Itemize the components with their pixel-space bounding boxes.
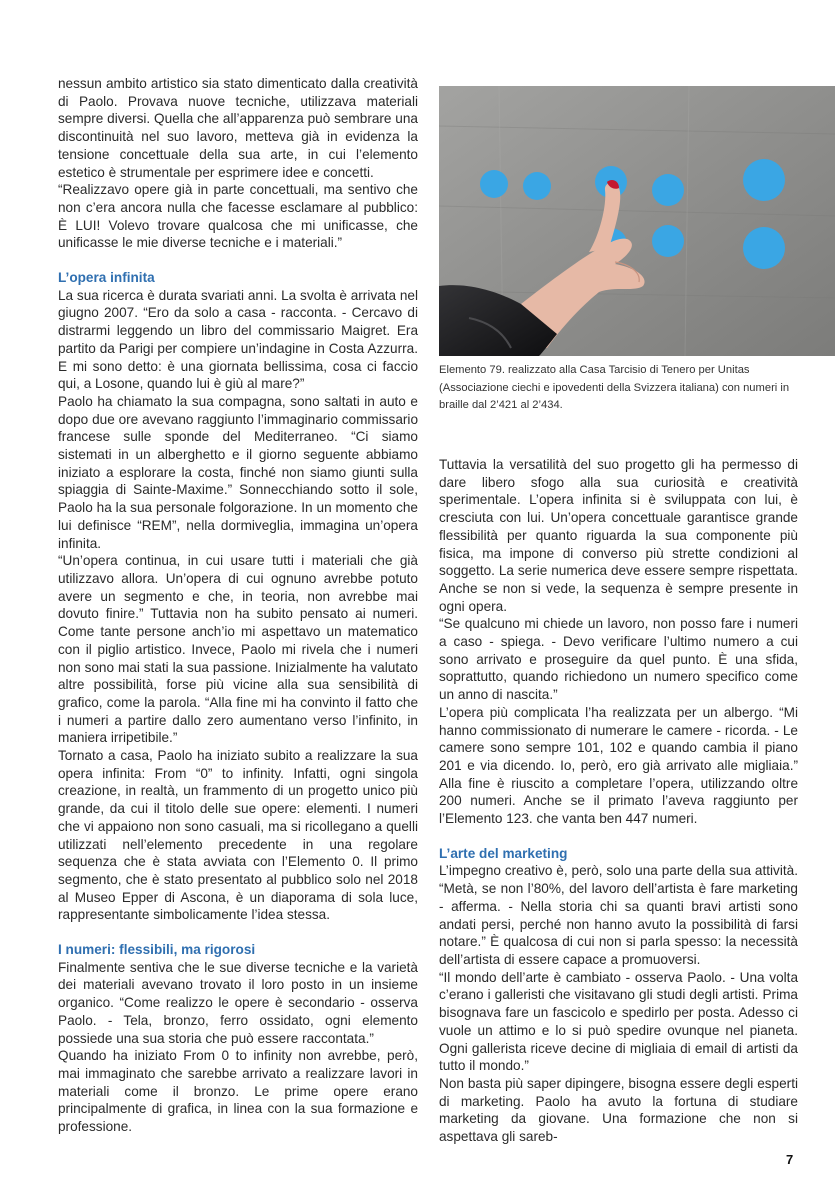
paragraph-tornato-a-casa: Tornato a casa, Paolo ha iniziato subito a realizzare la sua opera infinita: From “0” to infinity. Infatti, ogni singola creazione, in realtà, un frammento di un progetto unico più grande, da cui il titolo delle sue opere: elementi. I numeri che vi appaiono non sono casuali, ma si ricollegano a quelli utilizzati nell’elemento precedente in una regolare sequenza che è stata avviata con l’Elemento 0. Il primo segmento, che è stato presentato al pubblico solo nel 2018 al Museo Epper di Ascona, è un diaporama di sola luce, rappresentante simbolicamente l’idea stessa. xyxy=(58,748,418,923)
paragraph-mondo-arte: “Il mondo dell’arte è cambiato - osserva Paolo. - Una volta c’erano i galleristi che visitavano gli studi degli artisti. Prima bisognava fare un fascicolo e spedirlo per posta. Adesso ci vuole un attimo e lo si può spedire ovunque nel pianeta. Ogni gallerista riceve decine di migliaia di email di artisti da tutto il mondo.” xyxy=(439,969,798,1074)
paragraph-versatilita: Tuttavia la versatilità del suo progetto gli ha permesso di dare libero sfogo alla sua curiosità e creatività sperimentale. L’opera infinita si è sviluppata con lui, è cresciuta con lui. Un’opera concettuale garantisce grande flessibilità per quanto riguarda la sua componente più fisica, ma impone di converso più strette condizioni al soggetto. La serie numerica deve essere sempre rispettata. Anche se non si vede, la sequenza è sempre presente in ogni opera. xyxy=(439,457,798,614)
paragraph-albergo: L’opera più complicata l’ha realizzata per un albergo. “Mi hanno commissionato di numerare le camere - ricorda. - Le camere sono sempre 101, 102 e quando cambia il piano 201 e via dicendo. Io, però, ero già arrivato alle migliaia.” Alla fine è riuscito a completare l’opera, utilizzando oltre 200 numeri. Anche se il primato l’aveva raggiunto per l’Elemento 123. che vanta ben 447 numeri. xyxy=(439,704,798,827)
paragraph-quando: Quando ha iniziato From 0 to infinity non avrebbe, però, mai immaginato che sarebbe arrivato a realizzare lavori in materiali come il bronzo. Le prime opere erano principalmente di grafica, in linea con la sua formazione e professione. xyxy=(58,1048,418,1135)
page-number: 7 xyxy=(786,1152,794,1167)
paragraph-impegno: L’impegno creativo è, però, solo una parte della sua attività. “Metà, se non l’80%, del lavoro dell’artista è fare marketing - afferma. - Nella storia chi sa quanti bravi artisti sono andati persi, perché non hanno avuto la possibilità di farsi notare.” È qualcosa di cui non si parla spesso: la necessità dell’artista di essere capace a promuoversi. xyxy=(439,863,798,967)
paragraph-opera-continua: “Un’opera continua, in cui usare tutti i materiali che già utilizzavo allora. Un’opera di cui ognuno avrebbe potuto avere un segmento e che, in teoria, non avrebbe mai dovuto finire.” Tuttavia non ha subito pensato ai numeri. Come tante persone anch’io mi aspettavo un matematico con il piglio artistico. Invece, Paolo mi rivela che i numeri non sono mai stati la sua passione. Inizialmente ha valutato altre possibilità, forse più vicine alla sua sensibilità di grafico, come la parola. “Alla fine mi ha convinto il fatto che i numeri a partire dallo zero aumentano verso l’infinito, in maniera irripetibile.” xyxy=(58,553,418,746)
right-column xyxy=(439,456,798,1146)
paragraph-compagna: Paolo ha chiamato la sua compagna, sono saltati in auto e dopo due ore avevano raggiunto l’immaginario commissario francese sulle sponde del Mediterraneo. “Ci siamo sistemati in un alberghetto e il giorno seguente abbiamo iniziato a esplorare la costa, finché non siamo giunti sulla spiaggia di Sainte-Maxime.” Sonnecchiando sotto il sole, Paolo ha la sua personale folgorazione. In un momento che lui definisce “REM”, nella dormiveglia, immagina un’opera infinita. xyxy=(58,393,418,551)
paragraph-numeri-caso: “Se qualcuno mi chiede un lavoro, non posso fare i numeri a caso - spiega. - Devo verificare l’ultimo numero a cui sono arrivato e proseguire da quel punto. È una sfida, soprattutto, quando richiedono un numero specifico come un anno di nascita.” xyxy=(439,616,798,703)
paragraph-intro: nessun ambito artistico sia stato dimenticato dalla creatività di Paolo. Provava nuove tecniche, utilizzava materiali sempre diversi. Quella che all’apparenza può sembrare una discontinuità nel suo lavoro, metteva già in evidenza la tensione concettuale della sua arte, in cui l’elemento estetico è strumentale per esprimere idee e concetti. xyxy=(58,76,418,180)
artwork-photo xyxy=(439,86,835,356)
paragraph-quote-unify: “Realizzavo opere già in parte concettuali, ma sentivo che non c’era ancora nulla che facesse esclamare al pubblico: È LUI! Volevo trovare qualcosa che mi unificasse, che unificasse le mie diverse tecniche e i materiali.” xyxy=(58,182,418,251)
paragraph-ricerca: La sua ricerca è durata svariati anni. La svolta è arrivata nel giugno 2007. “Ero da solo a casa - racconta. - Cercavo di distrarmi leggendo un libro del commissario Maigret. Era partito da Parigi per compiere un’indagine in Costa Azzurra. E mi sono detto: è una giornata bellissima, cosa ci faccio qui, a Losone, quando lui è giù al mare?” xyxy=(58,287,418,392)
paragraph-dipingere: Non basta più saper dipingere, bisogna essere degli esperti di marketing. Paolo ha avuto la fortuna di studiare marketing da giovane. Una formazione che non si aspettava gli sareb- xyxy=(439,1075,798,1145)
left-column xyxy=(58,75,418,1136)
figure-caption: Elemento 79. realizzato alla Casa Tarcisio di Tenero per Unitas (Associazione ciechi e ipovedenti della Svizzera italiana) con numeri in braille dal 2’421 al 2’434. xyxy=(439,364,790,411)
paragraph-finalmente: Finalmente sentiva che le sue diverse tecniche e la varietà dei materiali avevano trovato il loro posto in un insieme organico. “Come realizzo le opere è secondario - osserva Paolo. - Tela, bronzo, ferro ossidato, ogni elemento possiede una sua storia che può essere raccontata.” xyxy=(58,959,418,1046)
heading-numeri: I numeri: flessibili, ma rigorosi xyxy=(58,942,256,958)
heading-opera-infinita: L’opera infinita xyxy=(58,270,155,286)
heading-marketing: L’arte del marketing xyxy=(439,845,568,861)
